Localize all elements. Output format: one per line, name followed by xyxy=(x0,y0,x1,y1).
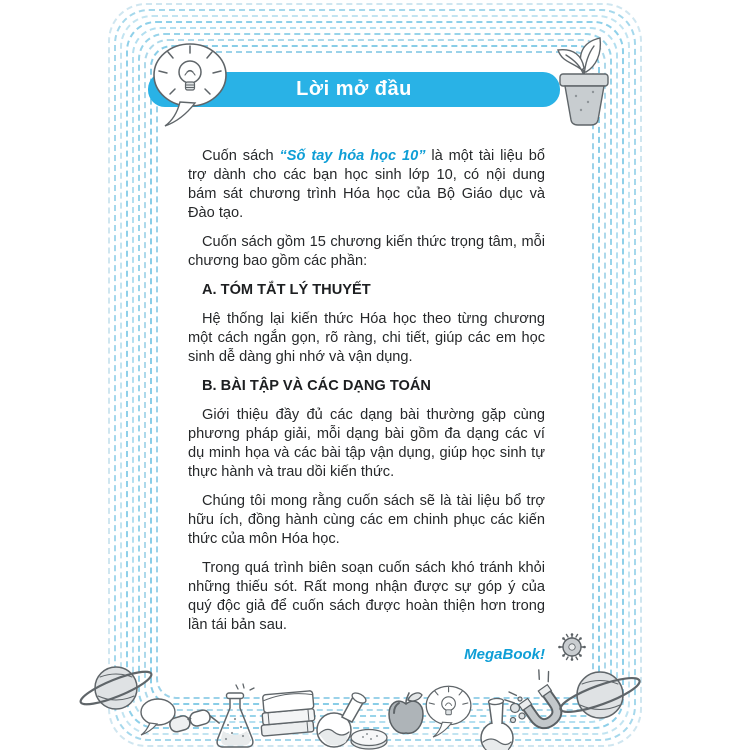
paragraph-hope: Chúng tôi mong rằng cuốn sách sẽ là tài liệu bổ trợ hữu ích, đồng hành cùng các em chinh phục các kiến thức của môn Hóa học. xyxy=(188,493,545,547)
page-title: Lời mở đầu xyxy=(296,78,412,100)
page xyxy=(105,0,645,750)
preface-text xyxy=(188,147,545,664)
section-heading-a: A. TÓM TẮT LÝ THUYẾT xyxy=(202,282,371,298)
preface-banner xyxy=(148,72,560,107)
paragraph-structure: Cuốn sách gồm 15 chương kiến thức trọng tâm, mỗi chương bao gồm các phần: xyxy=(188,234,545,269)
paragraph-feedback: Trong quá trình biên soạn cuốn sách khó tránh khỏi những thiếu sót. Rất mong nhận được sự góp ý của quý độc giả để cuốn sách được hoàn thiện hơn trong lần tái bản sau. xyxy=(188,560,545,633)
section-heading-b: B. BÀI TẬP VÀ CÁC DẠNG TOÁN xyxy=(202,378,431,394)
paragraph-exercises: Giới thiệu đầy đủ các dạng bài thường gặp cùng phương pháp giải, mỗi dạng bài gồm đa dạng các ví dụ minh họa và các bài tập vận dụng, giúp học sinh tự thực hành và trau dồi kiến thức. xyxy=(188,407,545,480)
paragraph-intro: Cuốn sách “Số tay hóa học 10” là một tài liệu bổ trợ dành cho các bạn học sinh lớp 10, có nội dung bám sát chương trình Hóa học của Bộ Giáo dục và Đào tạo. xyxy=(188,148,546,221)
paragraph-theory: Hệ thống lại kiến thức Hóa học theo từng chương một cách ngắn gọn, rõ ràng, chi tiết, giúp các em học sinh dễ dàng ghi nhớ và vận dụng. xyxy=(188,311,545,365)
publisher-signature: MegaBook! xyxy=(464,646,545,663)
book-title-text: “Số tay hóa học 10” xyxy=(279,148,426,164)
